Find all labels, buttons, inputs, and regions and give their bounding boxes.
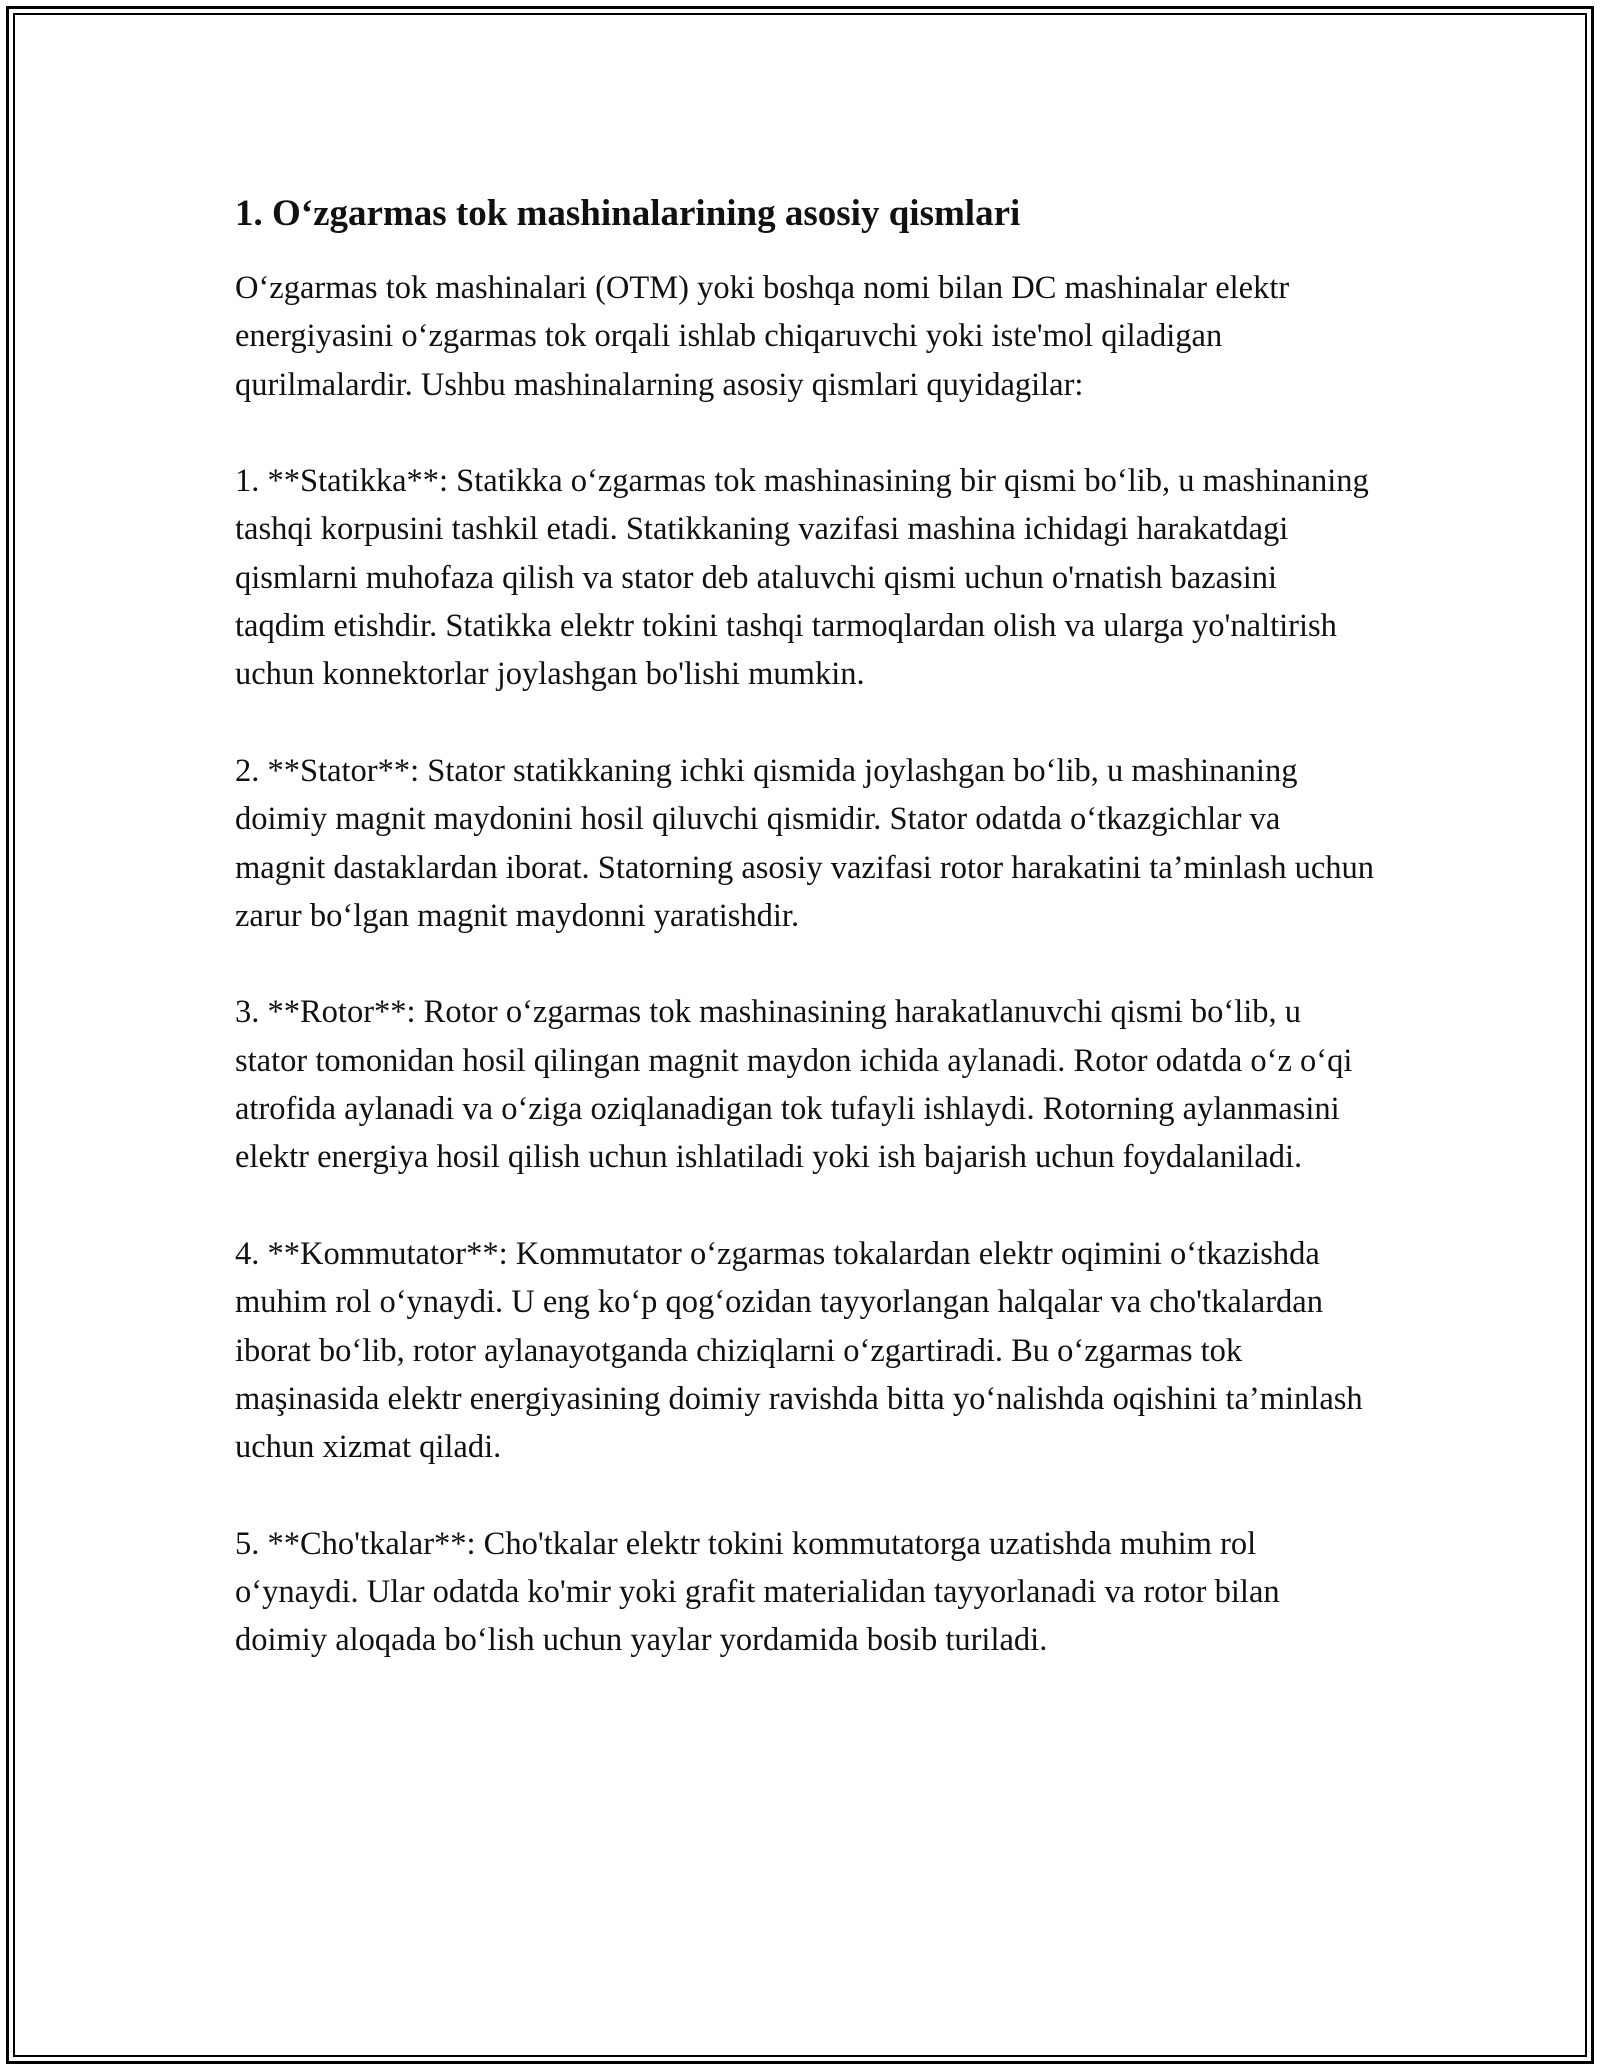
document-body xyxy=(235,186,1375,1665)
list-item-chotkalar: 5. **Cho'tkalar**: Cho'tkalar elektr tokini kommutatorga uzatishda muhim rol o‘ynaydi. Ular odatda ko'mir yoki grafit materialidan tayyorlanadi va rotor bilan doimiy aloqada bo‘lish uchun yaylar yordamida bosib turiladi. xyxy=(235,1525,1280,1659)
intro-paragraph: O‘zgarmas tok mashinalari (OTM) yoki boshqa nomi bilan DC mashinalar elektr energiyasini o‘zgarmas tok orqali ishlab chiqaruvchi yoki iste'mol qiladigan qurilmalardir. Ushbu mashinalarning asosiy qismlari quyidagilar: xyxy=(235,270,1290,403)
list-item-rotor: 3. **Rotor**: Rotor o‘zgarmas tok mashinasining harakatlanuvchi qismi bo‘lib, u stator tomonidan hosil qilingan magnit maydon ichida aylanadi. Rotor odatda o‘z o‘qi atrofida aylanadi va o‘ziga oziqlanadigan tok tufayli ishlaydi. Rotorning aylanmasini elektr energiya hosil qilish uchun ishlatiladi yoki ish bajarish uchun foydalaniladi. xyxy=(235,994,1353,1176)
list-item-kommutator: 4. **Kommutator**: Kommutator o‘zgarmas tokalardan elektr oqimini o‘tkazishda muhim rol o‘ynaydi. U eng ko‘p qog‘ozidan tayyorlangan halqalar va cho'tkalardan iborat bo‘lib, rotor aylanayotganda chiziqlarni o‘zgartiradi. Bu o‘zgarmas tok maşinasida elektr energiyasining doimiy ravishda bitta yo‘nalishda oqishini ta’minlash uchun xizmat qiladi. xyxy=(235,1235,1363,1466)
document-title: 1. O‘zgarmas tok mashinalarining asosiy qismlari xyxy=(235,193,1021,234)
list-item-statikka: 1. **Statikka**: Statikka o‘zgarmas tok mashinasining bir qismi bo‘lib, u mashinaning tashqi korpusini tashkil etadi. Statikkaning vazifasi mashina ichidagi harakatdagi qismlarni muhofaza qilish va stator deb ataluvchi qismi uchun o'rnatish bazasini taqdim etishdir. Statikka elektr tokini tashqi tarmoqlardan olish va ularga yo'naltirish uchun konnektorlar joylashgan bo'lishi mumkin. xyxy=(235,463,1369,693)
list-item-stator: 2. **Stator**: Stator statikkaning ichki qismida joylashgan bo‘lib, u mashinaning doimiy magnit maydonini hosil qiluvchi qismidir. Stator odatda o‘tkazgichlar va magnit dastaklardan iborat. Statorning asosiy vazifasi rotor harakatini ta’minlash uchun zarur bo‘lgan magnit maydonni yaratishdir. xyxy=(235,752,1374,934)
